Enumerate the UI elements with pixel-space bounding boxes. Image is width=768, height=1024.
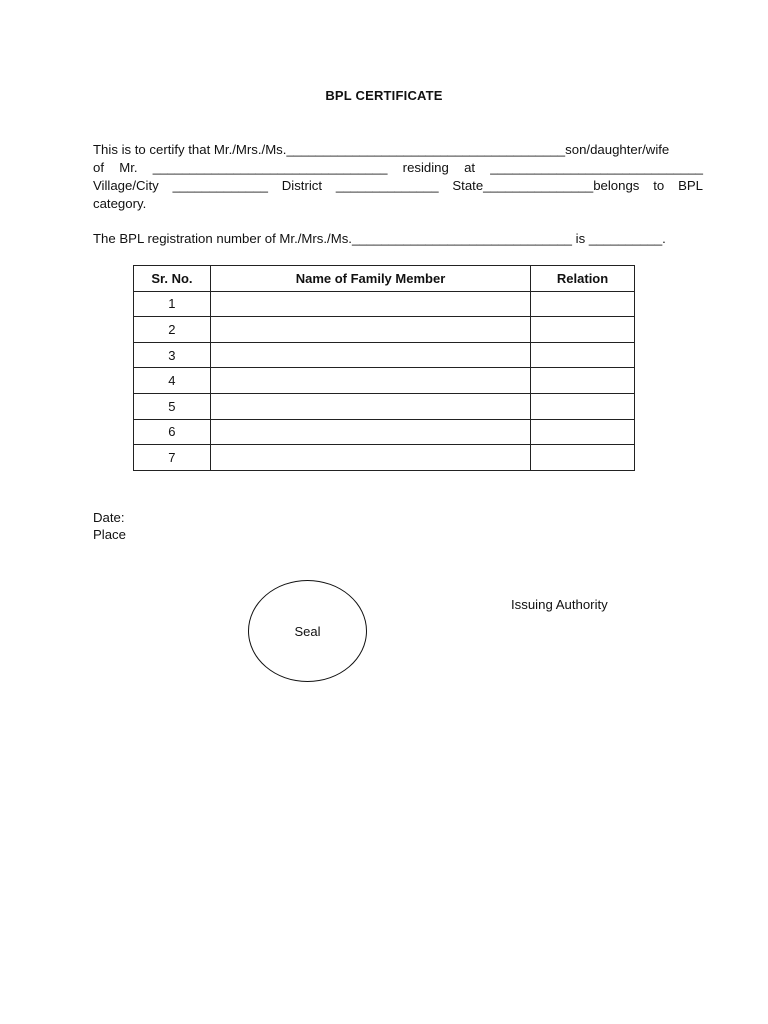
table-row — [134, 419, 635, 445]
word: of — [93, 160, 104, 175]
word: BPL — [678, 178, 703, 193]
header-relation: Relation — [531, 266, 635, 292]
relation-cell — [531, 393, 635, 419]
relation-cell — [531, 317, 635, 343]
word: to — [653, 178, 665, 193]
relation-cell — [531, 445, 635, 471]
word: District — [281, 178, 323, 193]
certify-line-4: category. — [93, 196, 147, 211]
table-row — [134, 445, 635, 471]
word: residing — [402, 160, 449, 175]
father-name-blank: ________________________________ — [152, 160, 388, 175]
sr-no-cell: 5 — [134, 393, 211, 419]
table-row — [134, 368, 635, 394]
family-member-cell — [210, 393, 530, 419]
certify-line-1 — [93, 141, 703, 159]
word: at — [464, 160, 476, 175]
certify-line-1-text: This is to certify that Mr./Mrs./Ms.______________________________________son/daughter/wife — [93, 142, 670, 157]
table-row — [134, 317, 635, 343]
family-member-cell — [210, 419, 530, 445]
family-member-table — [133, 265, 635, 471]
sr-no-cell: 4 — [134, 368, 211, 394]
sr-no-cell: 1 — [134, 291, 211, 317]
issuing-authority-label: Issuing Authority — [511, 597, 608, 612]
table-row — [134, 342, 635, 368]
sr-no-cell: 3 — [134, 342, 211, 368]
certify-line-3 — [93, 177, 703, 195]
certify-paragraph — [93, 141, 703, 213]
sr-no-cell: 7 — [134, 445, 211, 471]
address-blank: _____________________________ — [490, 160, 703, 175]
header-family-member: Name of Family Member — [210, 266, 530, 292]
word: Village/City — [93, 178, 159, 193]
relation-cell — [531, 291, 635, 317]
word: Mr. — [119, 160, 138, 175]
family-member-cell — [210, 368, 530, 394]
sr-no-cell: 2 — [134, 317, 211, 343]
village-blank: _____________ — [172, 178, 268, 193]
seal-label: Seal — [294, 623, 321, 639]
date-label: Date: — [93, 510, 125, 525]
document-title: BPL CERTIFICATE — [325, 88, 443, 103]
family-member-cell — [210, 342, 530, 368]
seal-circle — [248, 580, 367, 682]
table-row — [134, 393, 635, 419]
family-member-cell — [210, 317, 530, 343]
family-member-cell — [210, 445, 530, 471]
date-place-block — [93, 509, 126, 543]
table-header-row — [134, 266, 635, 292]
state-blank: State_______________belongs — [452, 178, 640, 193]
relation-cell — [531, 342, 635, 368]
registration-line: The BPL registration number of Mr./Mrs./Ms.______________________________ is __________. — [93, 231, 666, 246]
relation-cell — [531, 419, 635, 445]
table-row — [134, 291, 635, 317]
certify-line-2 — [93, 159, 703, 177]
place-label: Place — [93, 527, 126, 542]
sr-no-cell: 6 — [134, 419, 211, 445]
family-member-cell — [210, 291, 530, 317]
relation-cell — [531, 368, 635, 394]
header-sr-no: Sr. No. — [134, 266, 211, 292]
district-blank: ______________ — [335, 178, 439, 193]
